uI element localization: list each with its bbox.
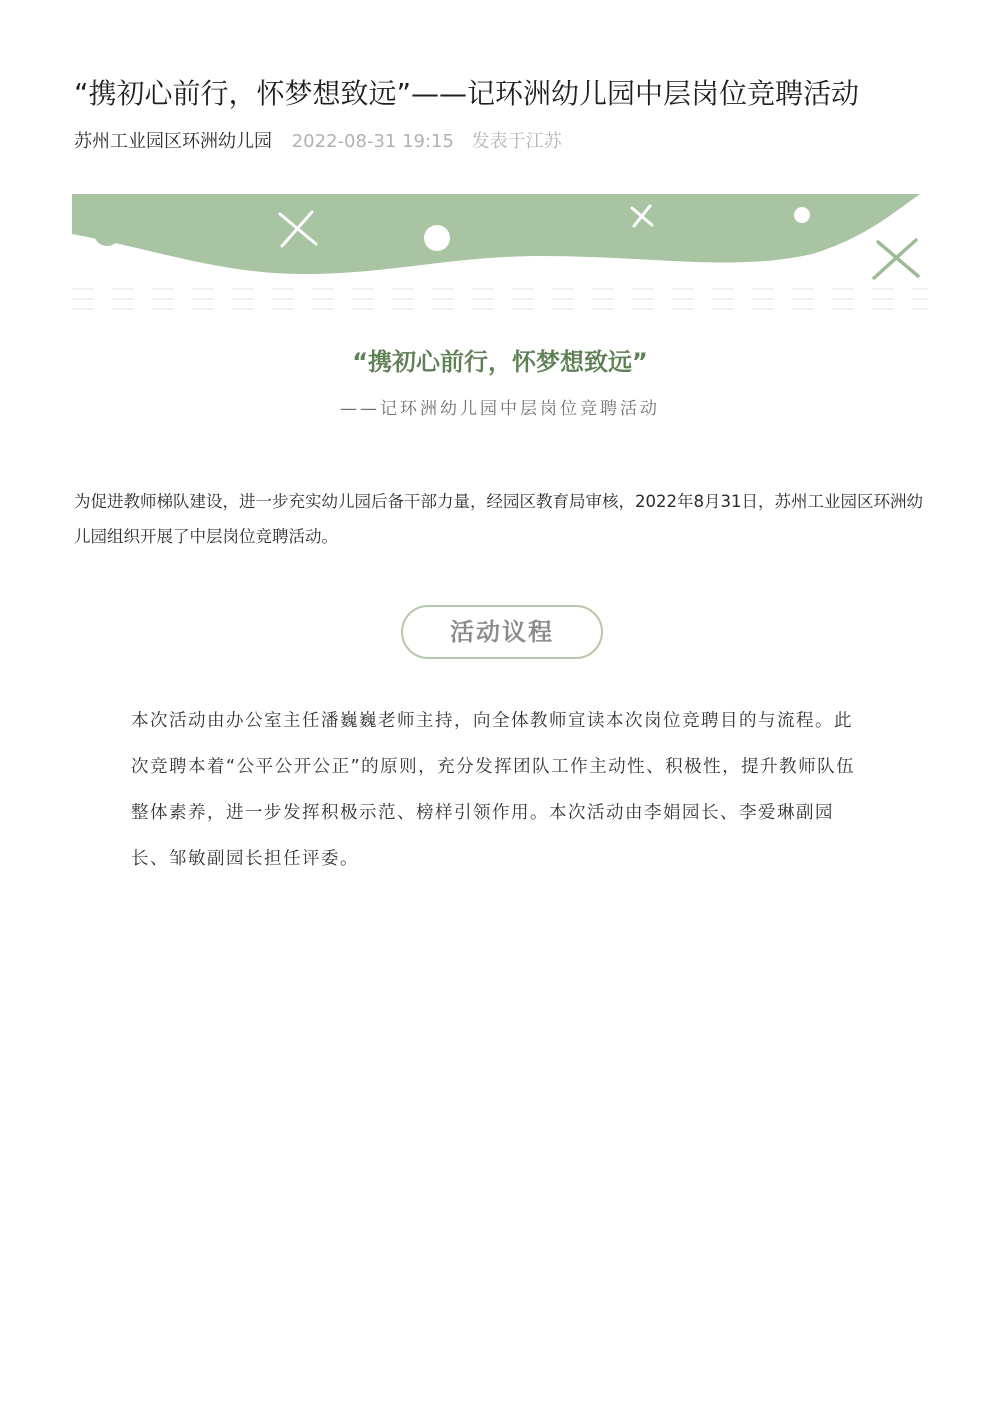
banner-faint-stripe <box>72 282 928 310</box>
publish-location: 发表于江苏 <box>471 131 562 152</box>
circle-icon <box>94 220 120 246</box>
circle-icon <box>794 207 810 223</box>
intro-paragraph: 为促进教师梯队建设，进一步充实幼儿园后备干部力量，经园区教育局审核，2022年8月31日，苏州工业园区环洲幼儿园组织开展了中层岗位竞聘活动。 <box>74 492 923 546</box>
agenda-section-label: 活动议程 <box>401 605 603 659</box>
decorative-banner <box>72 194 928 314</box>
author-name[interactable]: 苏州工业园区环洲幼儿园 <box>74 131 272 152</box>
agenda-paragraph: 本次活动由办公室主任潘巍巍老师主持，向全体教师宣读本次岗位竞聘目的与流程。此次竞聘本着“公平公开公正”的原则，充分发挥团队工作主动性、积极性，提升教师队伍整体素养，进一步发挥积极示范、榜样引领作用。本次活动由李娟园长、李爱琳副园长、邹敏副园长担任评委。 <box>131 711 856 869</box>
publish-date: 2022-08-31 19:15 <box>291 131 454 152</box>
circle-icon <box>424 225 450 251</box>
banner-wave <box>72 194 920 274</box>
section-heading-subtitle: ——记环洲幼儿园中层岗位竞聘活动 <box>340 399 660 419</box>
section-heading-title: “携初心前行，怀梦想致远” <box>352 348 648 376</box>
article-title: “携初心前行，怀梦想致远”——记环洲幼儿园中层岗位竞聘活动 <box>74 77 860 110</box>
article-meta <box>74 128 562 156</box>
cross-icon <box>874 240 918 278</box>
